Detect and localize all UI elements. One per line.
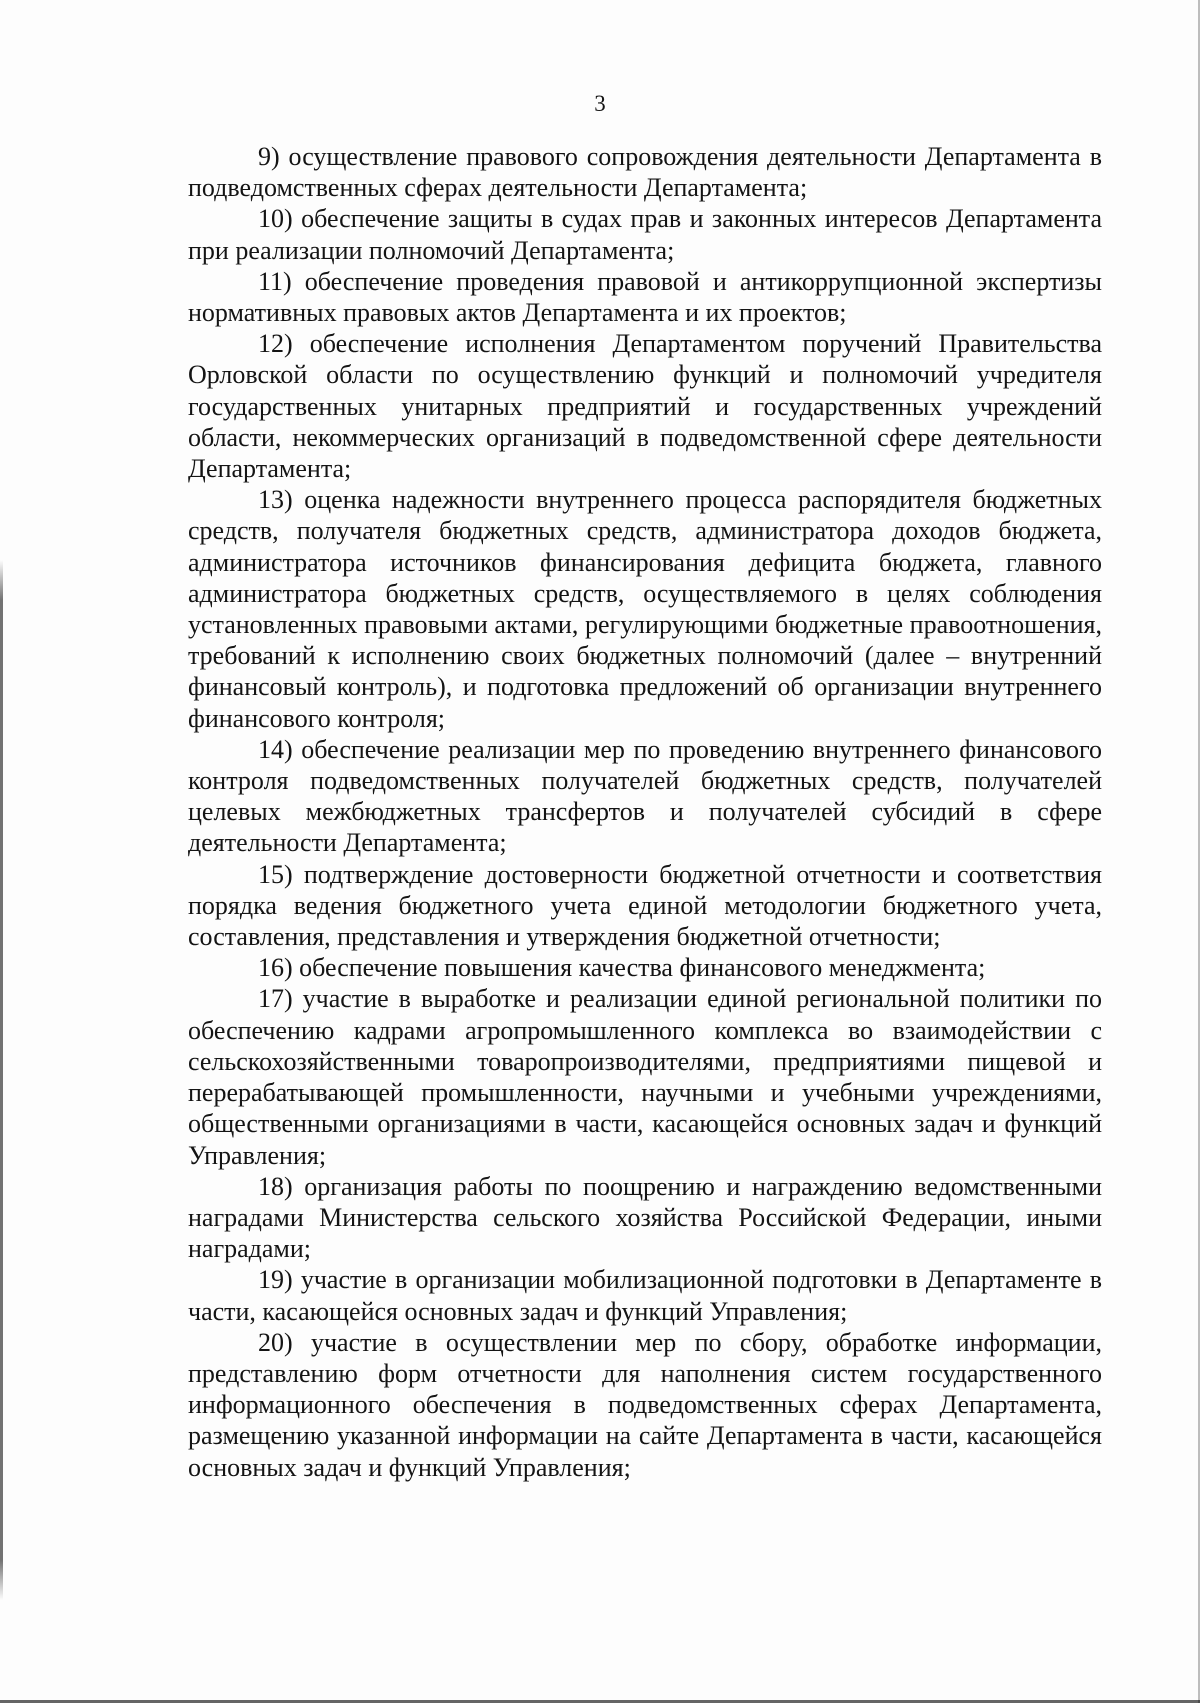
list-item-10: 10) обеспечение защиты в судах прав и законных интересов Департамента при реализации полномочий Департамента; (188, 204, 1102, 265)
scan-edge-left (0, 560, 3, 1600)
list-item-15: 15) подтверждение достоверности бюджетной отчетности и соответствия порядка ведения бюджетного учета единой методологии бюджетного учета, составления, представления и утверждения бюджетной отчетности; (188, 859, 1102, 952)
list-item-12: 12) обеспечение исполнения Департаментом поручений Правительства Орловской области по осуществлению функций и полномочий учредителя государственных унитарных предприятий и государственных учреждений области, некоммерческих организаций в подведомственной сфере деятельности Департамента; (188, 329, 1102, 484)
list-item-19: 19) участие в организации мобилизационной подготовки в Департаменте в части, касающейся основных задач и функций Управления; (188, 1265, 1102, 1326)
list-item-13: 13) оценка надежности внутреннего процесса распорядителя бюджетных средств, получателя бюджетных средств, администратора доходов бюджета, администратора источников финансирования дефицита бюджета, главного администратора бюджетных средств, осуществляемого в целях соблюдения установленных правовыми актами, регулирующими бюджетные правоотношения, требований к исполнению своих бюджетных полномочий (далее – внутренний финансовый контроль), и подготовка предложений об организации внутреннего финансового контроля; (188, 485, 1102, 733)
list-item-17: 17) участие в выработке и реализации единой региональной политики по обеспечению кадрами агропромышленного комплекса во взаимодействии с сельскохозяйственными товаропроизводителями, предприятиями пищевой и перерабатывающей промышленности, научными и учебными учреждениями, общественными организациями в части, касающейся основных задач и функций Управления; (188, 984, 1102, 1170)
document-body (188, 141, 1102, 1483)
list-item-9: 9) осуществление правового сопровождения деятельности Департамента в подведомственных сферах деятельности Департамента; (188, 142, 1102, 203)
list-item-11: 11) обеспечение проведения правовой и антикоррупционной экспертизы нормативных правовых актов Департамента и их проектов; (188, 266, 1102, 328)
list-item-14: 14) обеспечение реализации мер по проведению внутреннего финансового контроля подведомственных получателей бюджетных средств, получателей целевых межбюджетных трансфертов и получателей субсидий в сфере деятельности Департамента; (188, 734, 1102, 858)
page-number: 3 (594, 91, 606, 116)
list-item-18: 18) организация работы по поощрению и награждению ведомственными наградами Министерства сельского хозяйства Российской Федерации, иными наградами; (188, 1171, 1102, 1264)
list-item-16: 16) обеспечение повышения качества финансового менеджмента; (258, 953, 986, 983)
list-item-20: 20) участие в осуществлении мер по сбору, обработке информации, представлению форм отчетности для наполнения систем государственного информационного обеспечения в подведомственных сферах Департамента, размещению указанной информации на сайте Департамента в части, касающейся основных задач и функций Управления; (188, 1327, 1102, 1482)
